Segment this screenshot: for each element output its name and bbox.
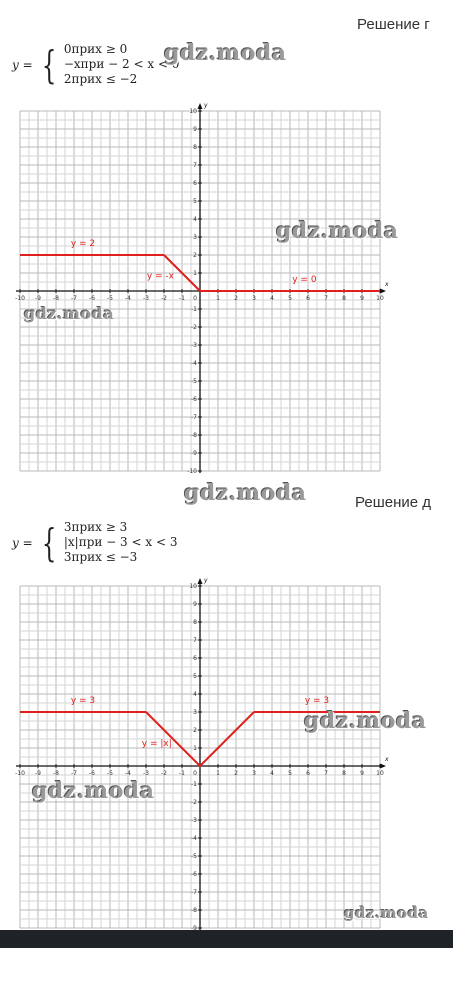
watermark-logo: gdz.moda: [344, 904, 429, 922]
series-label: y = 2: [70, 239, 96, 249]
y-tick-label: 9: [193, 601, 197, 608]
x-tick-label: -8: [53, 770, 59, 777]
x-tick-label: 9: [360, 770, 364, 777]
x-tick-label: -6: [89, 770, 95, 777]
x-tick-label: -5: [107, 770, 113, 777]
x-tick-label: -8: [53, 295, 59, 302]
x-tick-label: 10: [376, 295, 384, 302]
y-tick-label: -7: [191, 414, 197, 421]
y-tick-label: 1: [193, 270, 197, 277]
x-tick-label: 3: [252, 295, 256, 302]
x-tick-label: -7: [71, 770, 77, 777]
formula-case: 0приx ≥ 0: [63, 42, 128, 56]
solution-d-heading: Решение д: [355, 494, 431, 511]
formula-cases: [64, 520, 178, 565]
y-tick-label: 8: [193, 619, 197, 626]
x-tick-label: -1: [179, 295, 185, 302]
x-tick-label: 8: [342, 295, 346, 302]
x-axis-arrow: [380, 764, 386, 769]
y-tick-label: -1: [191, 306, 197, 313]
x-tick-label: -4: [125, 295, 131, 302]
y-tick-label: 10: [189, 108, 197, 115]
x-tick-label: 10: [376, 770, 384, 777]
x-tick-label: -7: [71, 295, 77, 302]
y-tick-label: 4: [193, 691, 197, 698]
x-tick-label: -10: [15, 295, 25, 302]
y-tick-label: -5: [191, 853, 197, 860]
series-label: y = -x: [146, 271, 174, 282]
x-tick-label: -4: [125, 770, 131, 777]
y-tick-label: 7: [193, 162, 197, 169]
formula-case: 3приx ≥ 3: [63, 520, 128, 534]
y-tick-label: -3: [191, 817, 197, 824]
x-tick-label: 4: [270, 295, 274, 302]
y-tick-label: 6: [193, 655, 197, 662]
solution-d-formula: [12, 520, 177, 565]
x-tick-label: -6: [89, 295, 95, 302]
formula-case: −xпри − 2 < x < 0: [63, 57, 180, 71]
y-axis-label: y: [204, 102, 208, 109]
watermark-logo: gdz.moda: [276, 218, 399, 244]
series-label: y = |x|: [141, 739, 172, 750]
x-axis-label: x: [385, 281, 389, 288]
y-tick-label: 1: [193, 745, 197, 752]
formula-case: 2приx ≤ −2: [63, 72, 138, 86]
brace-icon: {: [41, 42, 57, 87]
y-tick-label: 2: [193, 252, 197, 259]
y-axis-arrow: [198, 103, 203, 109]
series-label: y = 3: [304, 696, 330, 706]
x-axis-arrow: [380, 289, 386, 294]
formula-case: |x|при − 3 < x < 3: [63, 535, 178, 549]
x-tick-label: 5: [288, 770, 292, 777]
y-tick-label: 2: [193, 727, 197, 734]
brace-icon: {: [41, 520, 57, 565]
y-tick-label: -6: [191, 871, 197, 878]
y-axis-arrow: [198, 578, 203, 584]
x-tick-label: 2: [234, 295, 238, 302]
x-tick-label: 9: [360, 295, 364, 302]
y-tick-label: -2: [191, 799, 197, 806]
x-tick-label: -1: [179, 770, 185, 777]
y-tick-label: 3: [193, 234, 197, 241]
y-tick-label: 10: [189, 583, 197, 590]
x-tick-label: -5: [107, 295, 113, 302]
x-tick-label: -2: [161, 770, 167, 777]
x-tick-label: -3: [143, 295, 149, 302]
y-tick-label: -8: [191, 907, 197, 914]
y-tick-label: -6: [191, 396, 197, 403]
x-tick-label: 8: [342, 770, 346, 777]
watermark-logo: gdz.moda: [304, 708, 427, 734]
x-tick-label: -10: [15, 770, 25, 777]
x-tick-label: 2: [234, 770, 238, 777]
formula-case: 3приx ≤ −3: [63, 550, 138, 564]
solution-g-heading: Решение г: [357, 16, 430, 33]
y-tick-label: 4: [193, 216, 197, 223]
series-label: y = 3: [70, 696, 96, 706]
series-label: y = 0: [292, 275, 317, 285]
y-tick-label: 3: [193, 709, 197, 716]
y-tick-label: -3: [191, 342, 197, 349]
x-tick-label: 3: [252, 770, 256, 777]
x-tick-label: 6: [306, 770, 310, 777]
y-tick-label: 9: [193, 126, 197, 133]
y-tick-label: 7: [193, 637, 197, 644]
x-tick-label: -2: [161, 295, 167, 302]
x-tick-label: -3: [143, 770, 149, 777]
solution-g-graph: [8, 100, 390, 476]
y-tick-label: -4: [191, 360, 197, 367]
x-axis-label: x: [385, 756, 389, 763]
y-tick-label: -7: [191, 889, 197, 896]
x-tick-label: 1: [216, 770, 220, 777]
x-tick-label: 7: [324, 295, 328, 302]
solution-g-formula: [12, 42, 179, 87]
watermark-logo: gdz.moda: [164, 40, 287, 66]
y-tick-label: 6: [193, 180, 197, 187]
y-tick-label: -5: [191, 378, 197, 385]
x-tick-label: 4: [270, 770, 274, 777]
y-tick-label: 5: [193, 673, 197, 680]
origin-label: 0: [193, 770, 197, 777]
y-axis-label: y: [204, 577, 208, 584]
x-tick-label: 6: [306, 295, 310, 302]
watermark-logo: gdz.moda: [24, 304, 115, 323]
y-tick-label: 8: [193, 144, 197, 151]
y-tick-label: -2: [191, 324, 197, 331]
y-tick-label: -4: [191, 835, 197, 842]
bottom-navigation-bar: [0, 930, 453, 948]
y-tick-label: -1: [191, 781, 197, 788]
x-tick-label: 1: [216, 295, 220, 302]
y-tick-label: -9: [191, 450, 197, 457]
x-tick-label: -9: [35, 295, 41, 302]
y-tick-label: -9: [191, 925, 197, 930]
watermark-logo: gdz.moda: [184, 480, 307, 506]
origin-label: 0: [193, 295, 197, 302]
formula-cases: [64, 42, 180, 87]
watermark-logo: gdz.moda: [32, 778, 155, 804]
y-tick-label: -8: [191, 432, 197, 439]
y-tick-label: 5: [193, 198, 197, 205]
formula-lhs: y =: [12, 535, 33, 550]
solution-d-graph: [8, 575, 390, 930]
x-tick-label: 7: [324, 770, 328, 777]
x-tick-label: 5: [288, 295, 292, 302]
formula-lhs: y =: [12, 57, 33, 72]
x-tick-label: -9: [35, 770, 41, 777]
y-tick-label: -10: [187, 468, 197, 475]
